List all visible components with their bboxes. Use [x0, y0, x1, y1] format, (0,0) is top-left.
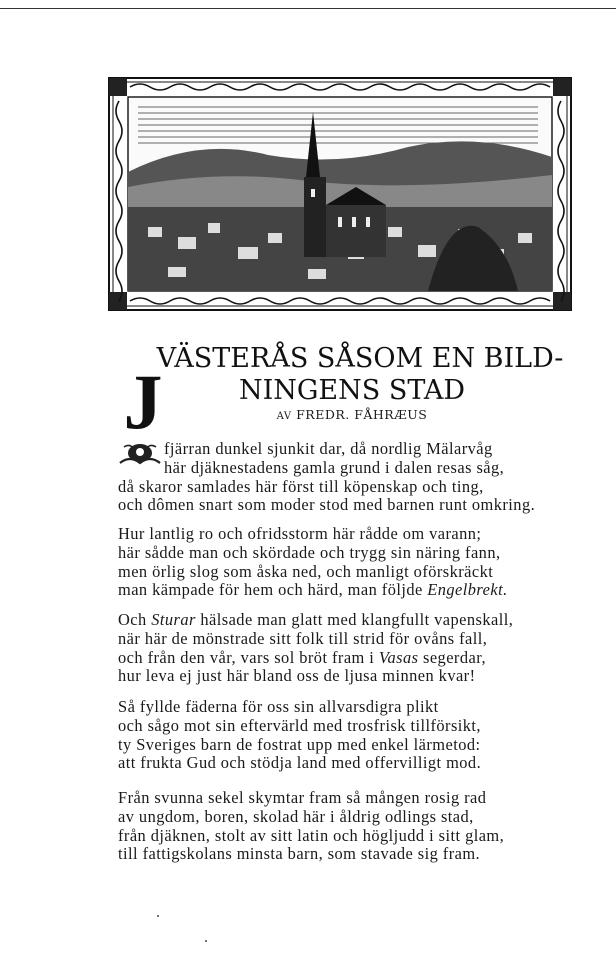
byline-author: FREDR. FÅHRÆUS	[296, 407, 428, 422]
verse-line: och dômen snart som moder stod med barnen runt omkring.	[118, 495, 536, 515]
verse-line	[118, 581, 578, 600]
drop-cap-j	[118, 366, 168, 440]
frame-corner-icon	[553, 78, 571, 96]
verse-line: till fattigskolans minsta barn, som stavade sig fram.	[118, 844, 481, 864]
byline	[132, 407, 572, 422]
verse-text: segerdar,	[418, 647, 487, 667]
verse-line: av ungdom, boren, skolad här i åldrig odlings stad,	[118, 806, 474, 826]
verse-line: Från svunna sekel skymtar fram så mången rosig rad	[118, 788, 487, 807]
verse-line: då skaror samlades här först till köpenskap och ting,	[118, 476, 484, 496]
verse-emphasis: Sturar	[151, 610, 196, 629]
vasteras-woodcut-illustration	[108, 77, 572, 311]
page-title-line-2: NINGENS STAD	[238, 375, 466, 406]
byline-prefix: AV	[276, 411, 292, 422]
stanza-3	[118, 611, 578, 686]
verse-line: Hur lantlig ro och ofridsstorm här rådde om varann;	[118, 524, 482, 543]
page-title-line-1: VÄSTERÅS SÅSOM EN BILD-	[156, 343, 564, 374]
verse-line: Så fyllde fäderna för oss sin allvarsdigra plikt	[118, 697, 439, 716]
page-top-rule	[0, 8, 616, 9]
verse-line: när här de mönstrade sitt folk till strid för ovåns fall,	[118, 628, 488, 648]
verse-text: man kämpade för hem och härd, man följde	[118, 580, 428, 600]
verse-line: här djäknestadens gamla grund i dalen resas såg,	[164, 457, 505, 477]
verse-line: hur leva ej just här bland oss de ljusa minnen kvar!	[118, 666, 476, 686]
verse-text: Och	[118, 610, 152, 629]
verse-emphasis: Engelbrekt.	[427, 580, 508, 600]
stanza-1	[118, 440, 578, 515]
verse-line: från djäknen, stolt av sitt latin och högljudd i sitt glam,	[118, 825, 505, 845]
verse-line: här sådde man och skördade och trygg sin näring fann,	[118, 542, 501, 562]
verse-line	[118, 611, 578, 630]
speck-mark	[157, 915, 159, 917]
verse-line: fjärran dunkel sjunkit dar, då nordlig Mälarvåg	[164, 439, 493, 458]
verse-emphasis: Vasas	[378, 647, 419, 667]
frame-corner-icon	[109, 78, 127, 96]
speck-mark	[205, 940, 207, 942]
verse-line: ty Sveriges barn de fostrat upp med enkel lärmetod:	[118, 734, 481, 754]
stanza-2	[118, 525, 578, 600]
verse-line: att frukta Gud och stödja land med offervilligt mod.	[118, 753, 482, 773]
verse-text: och från den vår, vars sol bröt fram i	[118, 647, 379, 667]
svg-text:J: J	[123, 366, 163, 440]
frame-corner-icon	[109, 292, 127, 310]
verse-text: hälsade man glatt med klangfullt vapenskall,	[195, 610, 514, 629]
frame-corner-icon	[553, 292, 571, 310]
verse-line	[118, 649, 578, 668]
verse-line: och sågo mot sin eftervärld med trosfrisk tillförsikt,	[118, 715, 481, 735]
stanza-4	[118, 698, 578, 773]
stanza-5	[118, 789, 578, 864]
verse-line: men örlig slog som åska ned, och manligt oförskräckt	[118, 561, 494, 581]
